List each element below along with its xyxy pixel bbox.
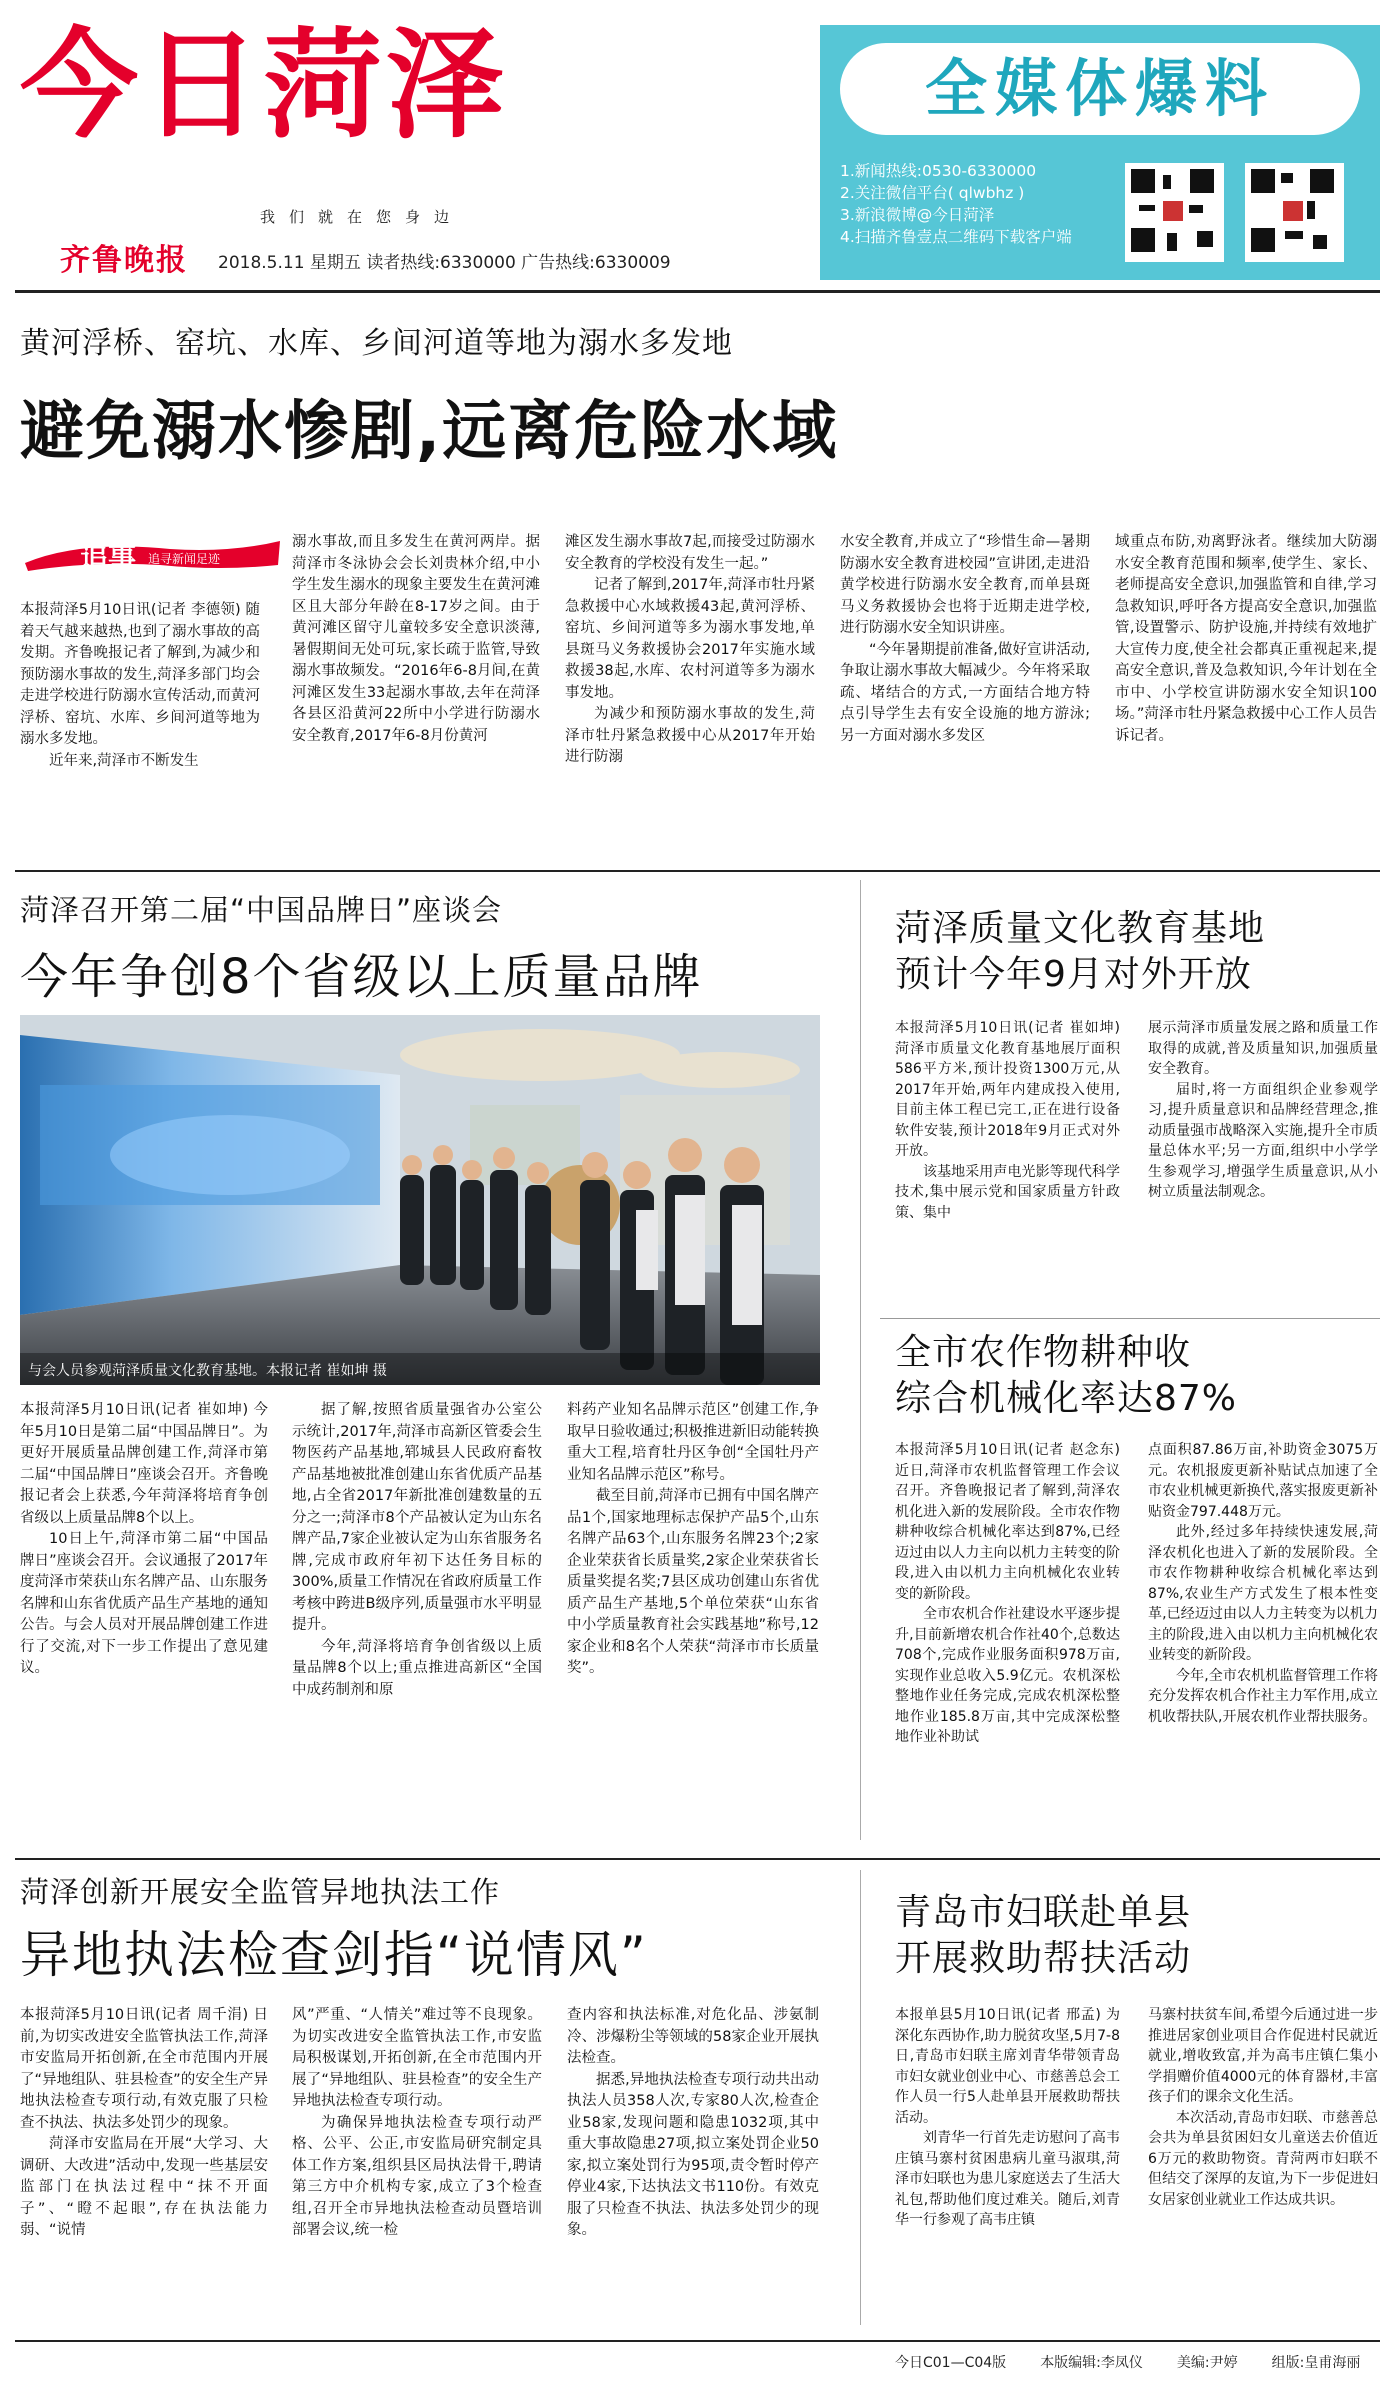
story6-title-line: 青岛市妇联赴单县 <box>895 1892 1192 1933</box>
footer-proof: 组版:皇甫海丽 <box>1271 2355 1361 2371</box>
footer-editor: 本版编辑:李凤仪 <box>1040 2355 1143 2371</box>
story5-col1 <box>20 2005 268 2242</box>
paragraph: 本报菏泽5月10日讯(记者 崔如坤) 菏泽市质量文化教育基地展厅面积586平方米,预计投资1300万元,从2017年开始,两年内建成投入使用,目前主体工程已完工,正在进行设备软件安装,预计2018年9月正式对外开放。 <box>895 1020 1120 1159</box>
column-divider <box>860 1870 861 2325</box>
paragraph: 水安全教育,并成立了“珍惜生命—暑期防溺水安全教育进校园”宣讲团,走进沿黄学校进行防溺水安全教育,而单县斑马义务救援协会也将于近期走进学校,进行防溺水安全知识讲座。 <box>840 534 1090 636</box>
story2-kicker: 菏泽召开第二届“中国品牌日”座谈会 <box>20 893 503 927</box>
paragraph: 展示菏泽市质量发展之路和质量工作取得的成就,普及质量知识,加强质量安全教育。 <box>1148 1020 1378 1077</box>
promo-line: 2.关注微信平台( qlwbhz ) <box>840 184 1025 202</box>
story6-col2 <box>1148 2005 1378 2210</box>
qr-code-icon <box>1125 163 1224 262</box>
story4-col1 <box>895 1440 1120 1748</box>
story3-title <box>895 906 1265 998</box>
story3-col2 <box>1148 1018 1378 1203</box>
paragraph: 马寨村扶贫车间,希望今后通过进一步推进居家创业项目合作促进村民就近就业,增收致富,并为高韦庄镇仁集小学捐赠价值4000元的体育器材,丰富孩子们的课余文化生活。 <box>1148 2007 1378 2105</box>
masthead-slogan: 我们就在您身边 <box>260 208 464 226</box>
section-rule <box>880 1318 1380 1319</box>
story4-title-line: 综合机械化率达87% <box>895 1378 1238 1419</box>
promo-box <box>820 25 1380 280</box>
paragraph: 点面积87.86万亩,补助资金3075万元。农机报废更新补贴试点加速了全市农业机械更新换代,落实报废更新补贴资金797.448万元。 <box>1148 1442 1378 1520</box>
story1-col4 <box>840 532 1090 747</box>
footer-credits <box>895 2352 1360 2372</box>
story1-col2 <box>292 532 540 747</box>
story5-col3 <box>567 2005 819 2242</box>
paragraph: 域重点布防,劝离野泳者。继续加大防溺水安全教育范围和频率,使学生、家长、老师提高安全意识,加强监管和自律,学习急救知识,呼吁各方提高安全意识,加强监管,设置警示、防护设施,并持续有效地扩大宣传力度,使全社会都真正重视起来,提高安全意识,普及急救知识,今年计划在全市中、小学校宣讲防溺水安全知识100场。”菏泽市牡丹紧急救援中心工作人员告诉记者。 <box>1115 534 1377 744</box>
paragraph: 滩区发生溺水事故7起,而接受过防溺水安全教育的学校没有发生一起。” <box>565 534 815 572</box>
story4-title <box>895 1330 1237 1422</box>
section-rule <box>15 870 1380 872</box>
paragraph: 溺水事故,而且多发生在黄河两岸。据菏泽市冬泳协会会长刘贵林介绍,中小学生发生溺水的现象主要发生在黄河滩区且大部分年龄在8-17岁之间。由于黄河滩区留守儿童较多安全意识淡薄,暑假期间无处可玩,家长疏于监管,导致溺水事故频发。“2016年6-8月间,在黄河滩区发生33起溺水事故,去年在菏泽各县区沿黄河22所中小学进行防溺水安全教育,2017年6-8月份黄河 <box>292 534 540 744</box>
paragraph: 为减少和预防溺水事故的发生,菏泽市牡丹紧急救援中心从2017年开始进行防溺 <box>565 706 815 765</box>
story1-badge: 追事 <box>80 541 137 574</box>
paragraph: 全市农机合作社建设水平逐步提升,目前新增农机合作社40个,总数达708个,完成作业服务面积978万亩,实现作业总收入5.9亿元。农机深松整地作业任务完成,完成农机深松整地作业185.8万亩,其中完成深松整地作业补助试 <box>895 1606 1120 1745</box>
story2-col1 <box>20 1400 268 1680</box>
photo-caption: 与会人员参观菏泽质量文化教育基地。本报记者 崔如坤 摄 <box>28 1363 387 1379</box>
masthead-logo: 今日菏泽 <box>20 16 509 154</box>
story5-col2 <box>292 2005 542 2242</box>
dateline: 2018.5.11 星期五 读者热线:6330000 广告热线:6330009 <box>218 253 671 273</box>
qr-code-icon <box>1245 163 1344 262</box>
paragraph: 截至目前,菏泽市已拥有中国名牌产品1个,国家地理标志保护产品5个,山东名牌产品63个,山东服务名牌23个;2家企业荣获省长质量奖,2家企业荣获省长质量奖提名奖;7县区成功创建山东省优质产品生产基地,5个单位荣获“山东省中小学质量教育社会实践基地”称号,12家企业和8名个人荣获“菏泽市市长质量奖”。 <box>567 1488 819 1676</box>
story2-col3 <box>567 1400 819 1680</box>
paragraph: 据悉,异地执法检查专项行动共出动执法人员358人次,专家80人次,检查企业58家,发现问题和隐患1032项,其中重大事故隐患27项,拟立案处罚企业50家,拟立案处罚行为95项,责令暂时停产停业4家,下达执法文书110份。有效克服了只检查不执法、执法多处罚少的现象。 <box>567 2071 819 2238</box>
story3-title-line: 预计今年9月对外开放 <box>895 954 1252 995</box>
story4-title-line: 全市农作物耕种收 <box>895 1332 1192 1373</box>
paragraph: 本报单县5月10日讯(记者 邢孟) 为深化东西协作,助力脱贫攻坚,5月7-8日,青岛市妇联主席刘青华带领青岛市妇女就业创业中心、市慈善总会工作人员一行5人赴单县开展救助帮扶活动。 <box>895 2007 1120 2126</box>
paragraph: 本报菏泽5月10日讯(记者 崔如坤) 今年5月10日是第二届“中国品牌日”。为更好开展质量品牌创建工作,菏泽市第二届“中国品牌日”座谈会召开。齐鲁晚报记者会上获悉,今年菏泽将培育争创省级以上质量品牌8个以上。 <box>20 1402 268 1526</box>
footer-art: 美编:尹婷 <box>1176 2355 1238 2371</box>
paragraph: “今年暑期提前准备,做好宣讲活动,争取让溺水事故大幅减少。今年将采取疏、堵结合的方式,一方面结合地方特点引导学生去有安全设施的地方游泳;另一方面对溺水多发区 <box>840 641 1090 744</box>
story2-title: 今年争创8个省级以上质量品牌 <box>20 949 703 1005</box>
paragraph: 本报菏泽5月10日讯(记者 李德领) 随着天气越来越热,也到了溺水事故的高发期。齐鲁晚报记者了解到,为减少和预防溺水事故的发生,菏泽多部门均会走进学校进行防溺水宣传活动,而黄河浮桥、窑坑、水库、乡间河道等地为溺水多发地。 <box>20 602 260 747</box>
story1-col1 <box>20 600 260 772</box>
story6-col1 <box>895 2005 1120 2231</box>
paragraph: 近年来,菏泽市不断发生 <box>49 752 199 769</box>
story5-kicker: 菏泽创新开展安全监管异地执法工作 <box>20 1875 501 1909</box>
story1-kicker: 黄河浮桥、窑坑、水库、乡间河道等地为溺水多发地 <box>20 326 733 361</box>
paragraph: 此外,经过多年持续快速发展,菏泽农机化也进入了新的发展阶段。全市农作物耕种收综合机械化率达到87%,农业生产方式发生了根本性变革,已经迈过由以人力主转变为以机力主的阶段,进入由以机力主向机械化农业转变的新阶段。 <box>1148 1524 1378 1663</box>
masthead-rule <box>15 290 1380 293</box>
story3-col1 <box>895 1018 1120 1223</box>
promo-line: 3.新浪微博@今日菏泽 <box>840 206 995 224</box>
exhibition-hall-image <box>20 1015 820 1385</box>
story1-title: 避免溺水惨剧,远离危险水域 <box>20 395 839 469</box>
promo-line: 4.扫描齐鲁壹点二维码下载客户端 <box>840 228 1072 246</box>
paragraph: 为确保异地执法检查专项行动严格、公平、公正,市安监局研究制定具体工作方案,组织县区局执法骨干,聘请第三方中介机构专家,成立了3个检查组,召开全市异地执法检查动员暨培训部署会议,统一检 <box>292 2114 542 2238</box>
event-photo <box>20 1015 820 1385</box>
promo-title: 全媒体爆料 <box>840 43 1360 135</box>
paragraph: 风”严重、“人情关”难过等不良现象。为切实改进安全监管执法工作,市安监局积极谋划,开拓创新,在全市范围内开展了“异地组队、驻县检查”的安全生产异地执法检查专项行动。 <box>292 2007 542 2109</box>
paragraph: 刘青华一行首先走访慰问了高韦庄镇马寨村贫困患病儿童马淑琪,菏泽市妇联也为患儿家庭送去了生活大礼包,帮助他们度过难关。随后,刘青华一行参观了高韦庄镇 <box>895 2130 1120 2228</box>
paragraph: 本次活动,青岛市妇联、市慈善总会共为单县贫困妇女儿童送去价值近6万元的救助物资。青菏两市妇联不但结交了深厚的友谊,为下一步促进妇女居家创业就业工作达成共识。 <box>1148 2109 1378 2208</box>
paragraph: 今年,菏泽将培育争创省级以上质量品牌8个以上;重点推进高新区“全国中成药制剂和原 <box>292 1638 542 1698</box>
paragraph: 今年,全市农机机监督管理工作将充分发挥农机合作社主力军作用,成立机收帮扶队,开展农机作业帮扶服务。 <box>1148 1667 1378 1725</box>
paragraph: 料药产业知名品牌示范区”创建工作,争取早日验收通过;积极推进新旧动能转换重大工程,培育牡丹区争创“全国牡丹产业知名品牌示范区”称号。 <box>567 1402 819 1483</box>
promo-lines <box>840 160 1072 248</box>
story6-title <box>895 1890 1191 1982</box>
paragraph: 菏泽市安监局在开展“大学习、大调研、大改进”活动中,发现一些基层安监部门在执法过程中“抹不开面子”、“瞪不起眼”,存在执法能力弱、“说情 <box>20 2136 268 2238</box>
section-rule <box>15 1858 1380 1860</box>
paragraph: 记者了解到,2017年,菏泽市牡丹紧急救援中心水域救援43起,黄河浮桥、窑坑、乡间河道等多为溺水事发地,单县斑马义务救援协会2017年实施水域救援38起,水库、农村河道等多为溺水事发地。 <box>565 577 815 701</box>
story3-title-line: 菏泽质量文化教育基地 <box>895 908 1266 949</box>
paper-name: 齐鲁晚报 <box>60 243 188 278</box>
story5-title: 异地执法检查剑指“说情风” <box>20 1926 648 1984</box>
column-divider <box>860 880 861 1840</box>
paragraph: 10日上午,菏泽市第二届“中国品牌日”座谈会召开。会议通报了2017年度菏泽市荣获山东名牌产品、山东服务名牌和山东省优质产品生产基地的通知公告。与会人员对开展品牌创建工作进行了交流,对下一步工作提出了意见建议。 <box>20 1531 268 1676</box>
story6-title-line: 开展救助帮扶活动 <box>895 1938 1192 1979</box>
paragraph: 本报菏泽5月10日讯(记者 周千涓) 日前,为切实改进安全监管执法工作,菏泽市安监局开拓创新,在全市范围内开展了“异地组队、驻县检查”的安全生产异地执法检查专项行动,有效克服了只检查不执法、执法多处罚少的现象。 <box>20 2007 268 2131</box>
promo-line: 1.新闻热线:0530-6330000 <box>840 162 1037 180</box>
paragraph: 该基地采用声电光影等现代科学技术,集中展示党和国家质量方针政策、集中 <box>895 1163 1120 1221</box>
story4-col2 <box>1148 1440 1378 1727</box>
paragraph: 查内容和执法标准,对危化品、涉氨制冷、涉爆粉尘等领域的58家企业开展执法检查。 <box>567 2007 819 2066</box>
footer-pages: 今日C01—C04版 <box>895 2355 1007 2371</box>
paragraph: 届时,将一方面组织企业参观学习,提升质量意识和品牌经营理念,推动质量强市战略深入实施,提升全市质量总体水平;另一方面,组织中小学学生参观学习,增强学生质量意识,从小树立质量法制观念。 <box>1148 1081 1378 1200</box>
story1-col5 <box>1115 532 1377 747</box>
story2-col2 <box>292 1400 542 1701</box>
footer-rule <box>15 2340 1380 2342</box>
story1-badge-sub: 追寻新闻足迹 <box>148 552 221 566</box>
paragraph: 据了解,按照省质量强省办公室公示统计,2017年,菏泽市高新区管委会生物医药产品基地,郓城县人民政府畜牧产品基地被批准创建山东省优质产品基地,占全省2017年新批准创建数量的五分之一;菏泽市8个产品被认定为山东名牌产品,7家企业被认定为山东省服务名牌,完成市政府年初下达任务目标的300%,质量工作情况在省政府质量工作考核中跨进B级序列,质量强市水平明显提升。 <box>292 1402 542 1633</box>
story1-col3 <box>565 532 815 769</box>
paragraph: 本报菏泽5月10日讯(记者 赵念东) 近日,菏泽市农机监督管理工作会议召开。齐鲁晚报记者了解到,菏泽农机化进入新的发展阶段。全市农作物耕种收综合机械化率达到87%,已经迈过由以人力主向以机力主转变的阶段,进入由以机力主向机械化农业转变的新阶段。 <box>895 1442 1120 1602</box>
